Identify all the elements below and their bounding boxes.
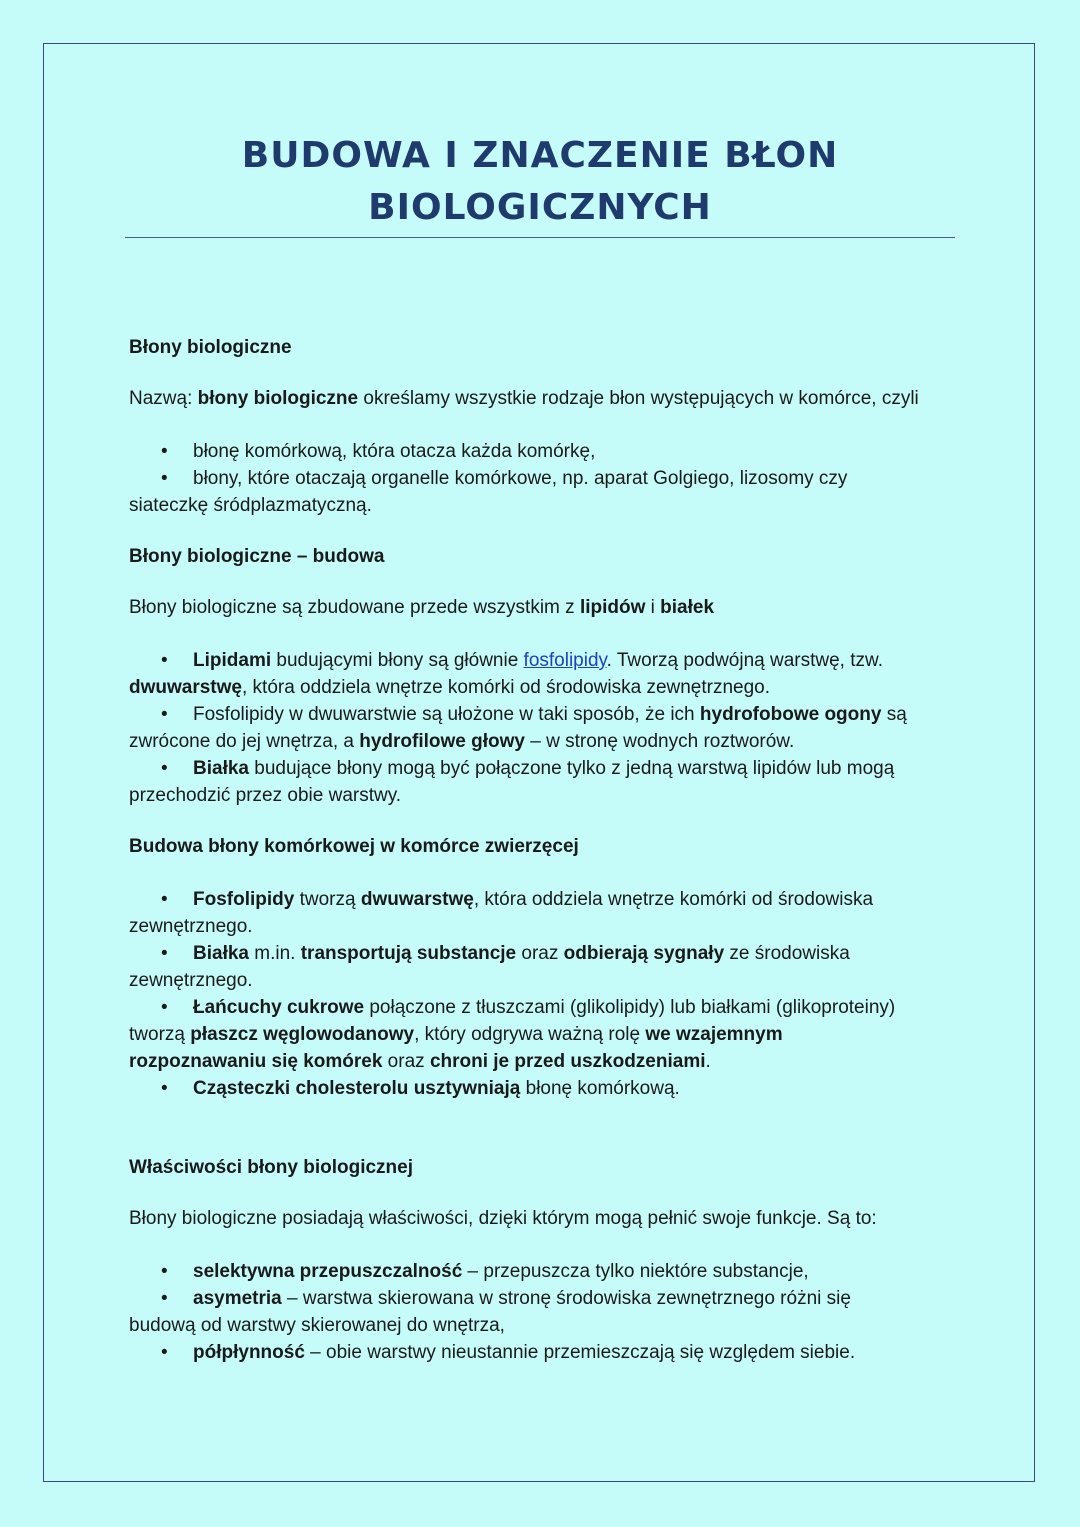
bullet-list [129,438,949,519]
document-body [129,334,949,1366]
list-item: • Łańcuchy cukrowe połączone z tłuszczami (glikolipidy) lub białkami (glikoproteiny) tworzą płaszcz węglowodanowy, który odgrywa ważną rolę we wzajemnym rozpoznawaniu się komórek oraz chroni je przed uszkodzeniami. [129,997,896,1072]
paragraph: Nazwą: błony biologiczne określamy wszystkie rodzaje błon występujących w komórce, czyli [129,388,919,409]
bullet-list [129,886,949,1102]
fosfolipidy-link[interactable]: fosfolipidy [523,650,607,671]
list-item: • Cząsteczki cholesterolu usztywniają błonę komórkową. [161,1078,680,1099]
section-heading: Błony biologiczne – budowa [129,546,385,567]
section-heading: Właściwości błony biologicznej [129,1157,413,1178]
list-item: • błony, które otaczają organelle komórkowe, np. aparat Golgiego, lizosomy czy siateczkę śródplazmatyczną. [129,468,848,516]
paragraph: Błony biologiczne są zbudowane przede wszystkim z lipidów i białek [129,597,715,618]
title-line-2: BIOLOGICZNYCH [368,187,712,228]
bullet-list [129,647,949,809]
title-underline [125,237,955,238]
list-item: • błonę komórkową, która otacza każda komórkę, [161,441,596,462]
list-item: • Fosfolipidy tworzą dwuwarstwę, która oddziela wnętrze komórki od środowiska zewnętrznego. [129,889,874,937]
title-line-1: BUDOWA I ZNACZENIE BŁON [241,135,839,176]
list-item: • Białka m.in. transportują substancje oraz odbierają sygnały ze środowiska zewnętrznego. [129,943,850,991]
page-title [125,130,955,234]
bullet-list [129,1258,949,1366]
list-item: • selektywna przepuszczalność – przepuszcza tylko niektóre substancje, [161,1261,809,1282]
paragraph: Błony biologiczne posiadają właściwości, dzięki którym mogą pełnić swoje funkcje. Są to: [129,1208,877,1229]
list-item: • asymetria – warstwa skierowana w stronę środowiska zewnętrznego różni się budową od warstwy skierowanej do wnętrza, [129,1288,851,1336]
list-item: • Lipidami budującymi błony są głównie fosfolipidy. Tworzą podwójną warstwę, tzw. dwuwarstwę, która oddziela wnętrze komórki od środowiska zewnętrznego. [129,650,883,698]
list-item: • półpłynność – obie warstwy nieustannie przemieszczają się względem siebie. [161,1342,856,1363]
list-item: • Fosfolipidy w dwuwarstwie są ułożone w taki sposób, że ich hydrofobowe ogony są zwrócone do jej wnętrza, a hydrofilowe głowy – w stronę wodnych roztworów. [129,704,907,752]
section-heading: Budowa błony komórkowej w komórce zwierzęcej [129,836,579,857]
list-item: • Białka budujące błony mogą być połączone tylko z jedną warstwą lipidów lub mogą przechodzić przez obie warstwy. [129,758,895,806]
section-heading: Błony biologiczne [129,337,292,358]
